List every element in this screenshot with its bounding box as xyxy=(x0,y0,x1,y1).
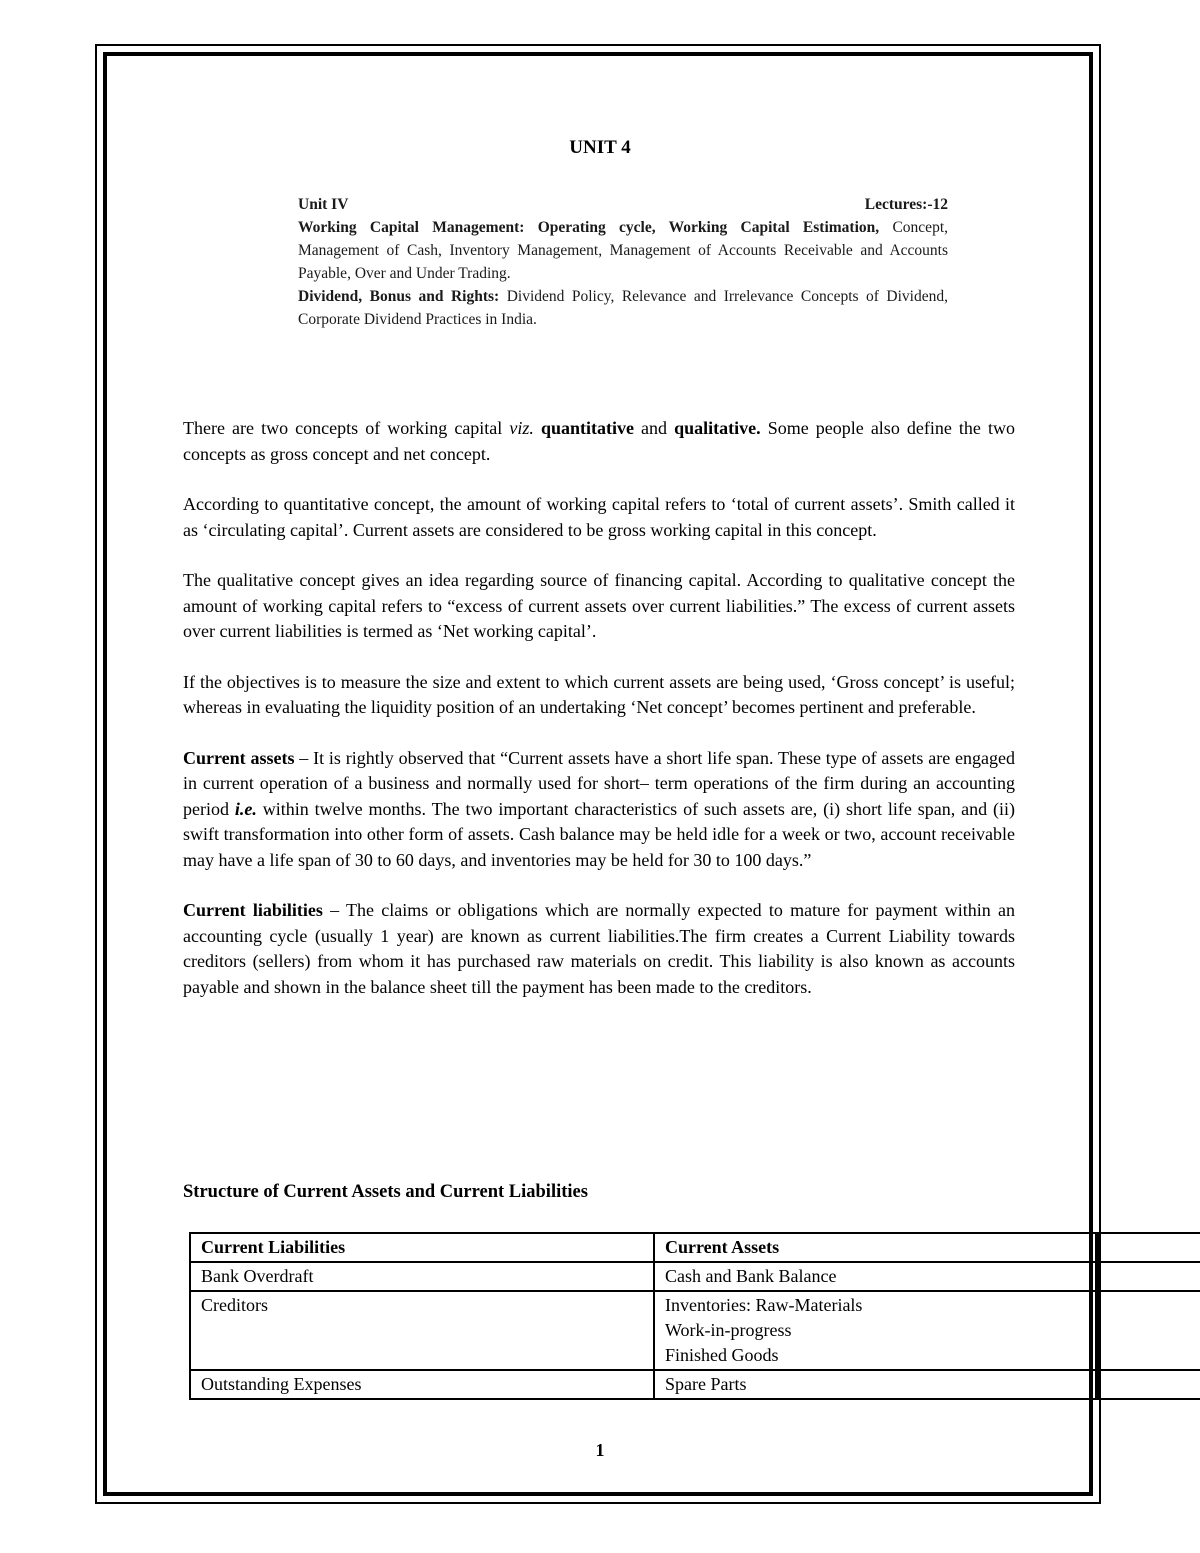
header-current-liabilities: Current Liabilities xyxy=(190,1233,654,1262)
topic2-heading: Dividend, Bonus and Rights: xyxy=(298,288,500,305)
structure-table xyxy=(189,1232,1200,1400)
structure-heading: Structure of Current Assets and Current Liabilities xyxy=(183,1182,588,1202)
topic1-heading: Working Capital Management: Operating cycle, Working Capital Estimation, xyxy=(298,219,880,236)
unit-title: UNIT 4 xyxy=(569,137,631,158)
asset-cell xyxy=(654,1291,1097,1370)
p1-qualitative: qualitative. xyxy=(674,418,761,438)
table-row xyxy=(190,1291,1200,1370)
current-assets-label: Current assets xyxy=(183,747,295,768)
p1-viz: viz. xyxy=(509,418,534,438)
asset-item: Finished Goods xyxy=(665,1345,779,1365)
table-overflow-cell xyxy=(1097,1233,1200,1262)
paragraph-current-liabilities xyxy=(183,898,1015,1000)
paragraph-concepts xyxy=(183,416,1015,467)
table-overflow-cell xyxy=(1097,1291,1200,1370)
paragraph-qualitative: The qualitative concept gives an idea regarding source of financing capital. According to qualitative concept the amount of working capital refers to “excess of current assets over current liabilities.” The excess of current assets over current liabilities is termed as ‘Net working capital’. xyxy=(183,570,1015,641)
topic1-body: Concept, Management of Cash, Inventory Management, Management of Accounts Receivable and Accounts Payable, Over and Under Trading. xyxy=(298,219,948,282)
p1-text: There are two concepts of working capital xyxy=(183,418,510,438)
asset-cell: Spare Parts xyxy=(654,1370,1097,1399)
p1-and: and xyxy=(633,418,675,438)
unit-label: Unit IV xyxy=(298,196,349,213)
liability-cell: Bank Overdraft xyxy=(190,1262,654,1291)
topic2-body: Dividend Policy, Relevance and Irrelevance Concepts of Dividend, Corporate Dividend Practices in India. xyxy=(298,288,948,328)
syllabus-header-row xyxy=(298,193,948,216)
table-header-row xyxy=(190,1233,1200,1262)
p6-text: – The claims or obligations which are normally expected to mature for payment within an accounting cycle (usually 1 year) are known as current liabilities.The firm creates a Current Liability towards creditors (sellers) from whom it has purchased raw materials on credit. This liability is also known as accounts payable and shown in the balance sheet till the payment has been made to the creditors. xyxy=(183,900,1015,997)
p1-text-end: Some people also define the two concepts as gross concept and net concept. xyxy=(183,418,1015,464)
header-current-assets: Current Assets xyxy=(654,1233,1097,1262)
asset-cell: Cash and Bank Balance xyxy=(654,1262,1097,1291)
liability-cell: Outstanding Expenses xyxy=(190,1370,654,1399)
table-overflow-cell xyxy=(1097,1370,1200,1399)
p1-quantitative: quantitative xyxy=(540,418,634,438)
table-overflow-cell xyxy=(1097,1262,1200,1291)
p5-ie: i.e. xyxy=(234,798,257,819)
paragraph-current-assets xyxy=(183,746,1015,874)
p5-text: – It is rightly observed that “Current assets have a short life span. These type of assets are engaged in current operation of a business and normally used for short– term operations of the firm during an accounting period xyxy=(183,747,1015,819)
syllabus-topic-working-capital xyxy=(298,216,948,285)
paragraph-quantitative: According to quantitative concept, the amount of working capital refers to ‘total of current assets’. Smith called it as ‘circulating capital’. Current assets are considered to be gross working capital in this concept. xyxy=(183,494,1015,540)
asset-item: Work-in-progress xyxy=(665,1320,792,1340)
lectures-count: Lectures:-12 xyxy=(864,196,948,213)
syllabus-excerpt xyxy=(298,193,948,331)
body-text xyxy=(183,416,1015,1025)
liability-cell: Creditors xyxy=(190,1291,654,1370)
current-liabilities-label: Current liabilities xyxy=(183,900,323,920)
table-row xyxy=(190,1262,1200,1291)
page-number: 1 xyxy=(595,1440,605,1460)
asset-item: Inventories: Raw-Materials xyxy=(665,1295,863,1315)
syllabus-topic-dividend xyxy=(298,285,948,331)
p5-text-end: within twelve months. The two important characteristics of such assets are, (i) short life span, and (ii) swift transformation into other form of assets. Cash balance may be held idle for a week or two, account receivable may have a life span of 30 to 60 days, and inventories may be held for 30 to 100 days.” xyxy=(183,798,1015,870)
table-row xyxy=(190,1370,1200,1399)
paragraph-objectives: If the objectives is to measure the size and extent to which current assets are being used, ‘Gross concept’ is useful; whereas in evaluating the liquidity position of an undertaking ‘Net concept’ becomes pertinent and preferable. xyxy=(183,671,1015,717)
